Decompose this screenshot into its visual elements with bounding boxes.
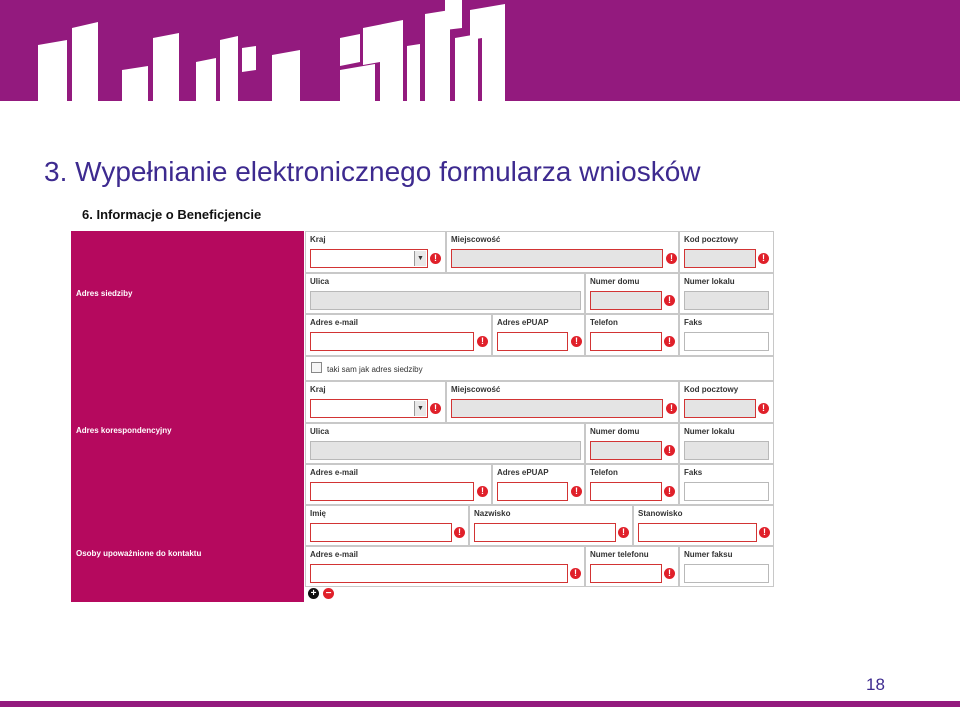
warning-icon: !	[430, 253, 441, 264]
caption-adres-epuap: Adres ePUAP	[497, 318, 549, 327]
header-banner	[0, 0, 960, 101]
field-ulica-kor	[305, 423, 585, 464]
kraj-select[interactable]	[310, 399, 428, 418]
warning-icon: !	[664, 568, 675, 579]
same-address-label: taki sam jak adres siedziby	[327, 365, 423, 374]
label-adres-siedziby: Adres siedziby	[71, 231, 304, 356]
field-telefon	[585, 314, 679, 356]
field-numer-telefonu	[585, 546, 679, 587]
field-numer-lokalu-kor	[679, 423, 774, 464]
caption-numer-domu: Numer domu	[590, 277, 640, 286]
page-number: 18	[866, 675, 885, 694]
adres-email-input[interactable]	[310, 332, 474, 351]
field-adres-email	[305, 314, 492, 356]
adres-epuap-input[interactable]	[497, 332, 568, 351]
caption-adres-email: Adres e-mail	[310, 318, 359, 327]
warning-icon: !	[618, 527, 629, 538]
warning-icon: !	[664, 336, 675, 347]
field-adres-epuap	[492, 314, 585, 356]
caption-kod-pocztowy: Kod pocztowy	[684, 385, 739, 394]
ulica-input[interactable]	[310, 441, 581, 460]
beneficiary-form	[71, 231, 774, 602]
caption-miejscowosc: Miejscowość	[451, 385, 501, 394]
slide-title: 3. Wypełnianie elektronicznego formularza wniosków	[44, 156, 701, 187]
warning-icon: !	[477, 336, 488, 347]
warning-icon: !	[666, 403, 677, 414]
caption-kraj: Kraj	[310, 385, 326, 394]
field-kraj-kor	[305, 381, 446, 423]
numer-faksu-input[interactable]	[684, 564, 769, 583]
telefon-input[interactable]	[590, 332, 662, 351]
caption-imie: Imię	[310, 509, 327, 518]
miejscowosc-input[interactable]	[451, 399, 663, 418]
kraj-select[interactable]	[310, 249, 428, 268]
telefon-input[interactable]	[590, 482, 662, 501]
field-adres-email-kor	[305, 464, 492, 505]
field-numer-lokalu	[679, 273, 774, 314]
caption-numer-faksu: Numer faksu	[684, 550, 733, 559]
label-osoby-upowaznione: Osoby upoważnione do kontaktu	[71, 505, 304, 602]
warning-icon: !	[430, 403, 441, 414]
field-stanowisko	[633, 505, 774, 546]
caption-kod-pocztowy: Kod pocztowy	[684, 235, 739, 244]
warning-icon: !	[477, 486, 488, 497]
nazwisko-input[interactable]	[474, 523, 616, 542]
adres-epuap-input[interactable]	[497, 482, 568, 501]
field-nazwisko	[469, 505, 633, 546]
caption-numer-lokalu: Numer lokalu	[684, 427, 735, 436]
caption-numer-telefonu: Numer telefonu	[590, 550, 649, 559]
numer-telefonu-input[interactable]	[590, 564, 662, 583]
caption-ulica: Ulica	[310, 277, 330, 286]
adres-email-input[interactable]	[310, 482, 474, 501]
caption-telefon: Telefon	[590, 318, 618, 327]
caption-nazwisko: Nazwisko	[474, 509, 511, 518]
caption-kraj: Kraj	[310, 235, 326, 244]
chevron-down-icon[interactable]: ▼	[414, 401, 426, 416]
field-numer-domu	[585, 273, 679, 314]
imie-input[interactable]	[310, 523, 452, 542]
caption-faks: Faks	[684, 468, 703, 477]
kod-pocztowy-input[interactable]	[684, 399, 756, 418]
caption-adres-email: Adres e-mail	[310, 468, 359, 477]
numer-domu-input[interactable]	[590, 441, 662, 460]
warning-icon: !	[664, 486, 675, 497]
adres-email-input[interactable]	[310, 564, 568, 583]
miejscowosc-input[interactable]	[451, 249, 663, 268]
field-adres-email-kontakt	[305, 546, 585, 587]
warning-icon: !	[759, 527, 770, 538]
warning-icon: !	[570, 568, 581, 579]
section-title: 6. Informacje o Beneficjencie	[82, 207, 262, 222]
caption-telefon: Telefon	[590, 468, 618, 477]
field-kod-pocztowy	[679, 231, 774, 273]
caption-faks: Faks	[684, 318, 703, 327]
field-telefon-kor	[585, 464, 679, 505]
logo-graphic	[0, 0, 960, 101]
caption-numer-domu: Numer domu	[590, 427, 640, 436]
label-adres-korespondencyjny: Adres korespondencyjny	[71, 356, 304, 505]
numer-domu-input[interactable]	[590, 291, 662, 310]
chevron-down-icon[interactable]: ▼	[414, 251, 426, 266]
faks-input[interactable]	[684, 332, 769, 351]
field-faks	[679, 314, 774, 356]
same-address-row	[305, 356, 774, 381]
field-numer-faksu	[679, 546, 774, 587]
field-kraj	[305, 231, 446, 273]
minus-icon[interactable]: −	[323, 588, 334, 599]
footer-bar	[0, 701, 960, 707]
field-miejscowosc-kor	[446, 381, 679, 423]
ulica-input[interactable]	[310, 291, 581, 310]
field-numer-domu-kor	[585, 423, 679, 464]
warning-icon: !	[454, 527, 465, 538]
caption-stanowisko: Stanowisko	[638, 509, 683, 518]
caption-miejscowosc: Miejscowość	[451, 235, 501, 244]
warning-icon: !	[758, 403, 769, 414]
kod-pocztowy-input[interactable]	[684, 249, 756, 268]
numer-lokalu-input[interactable]	[684, 291, 769, 310]
stanowisko-input[interactable]	[638, 523, 757, 542]
warning-icon: !	[758, 253, 769, 264]
numer-lokalu-input[interactable]	[684, 441, 769, 460]
caption-ulica: Ulica	[310, 427, 330, 436]
field-faks-kor	[679, 464, 774, 505]
warning-icon: !	[666, 253, 677, 264]
field-miejscowosc	[446, 231, 679, 273]
field-adres-epuap-kor	[492, 464, 585, 505]
field-ulica	[305, 273, 585, 314]
same-address-checkbox[interactable]	[311, 362, 322, 373]
warning-icon: !	[664, 445, 675, 456]
warning-icon: !	[571, 486, 582, 497]
faks-input[interactable]	[684, 482, 769, 501]
plus-icon[interactable]: +	[308, 588, 319, 599]
caption-adres-epuap: Adres ePUAP	[497, 468, 549, 477]
caption-adres-email: Adres e-mail	[310, 550, 359, 559]
caption-numer-lokalu: Numer lokalu	[684, 277, 735, 286]
warning-icon: !	[571, 336, 582, 347]
field-imie	[305, 505, 469, 546]
field-kod-pocztowy-kor	[679, 381, 774, 423]
warning-icon: !	[664, 295, 675, 306]
